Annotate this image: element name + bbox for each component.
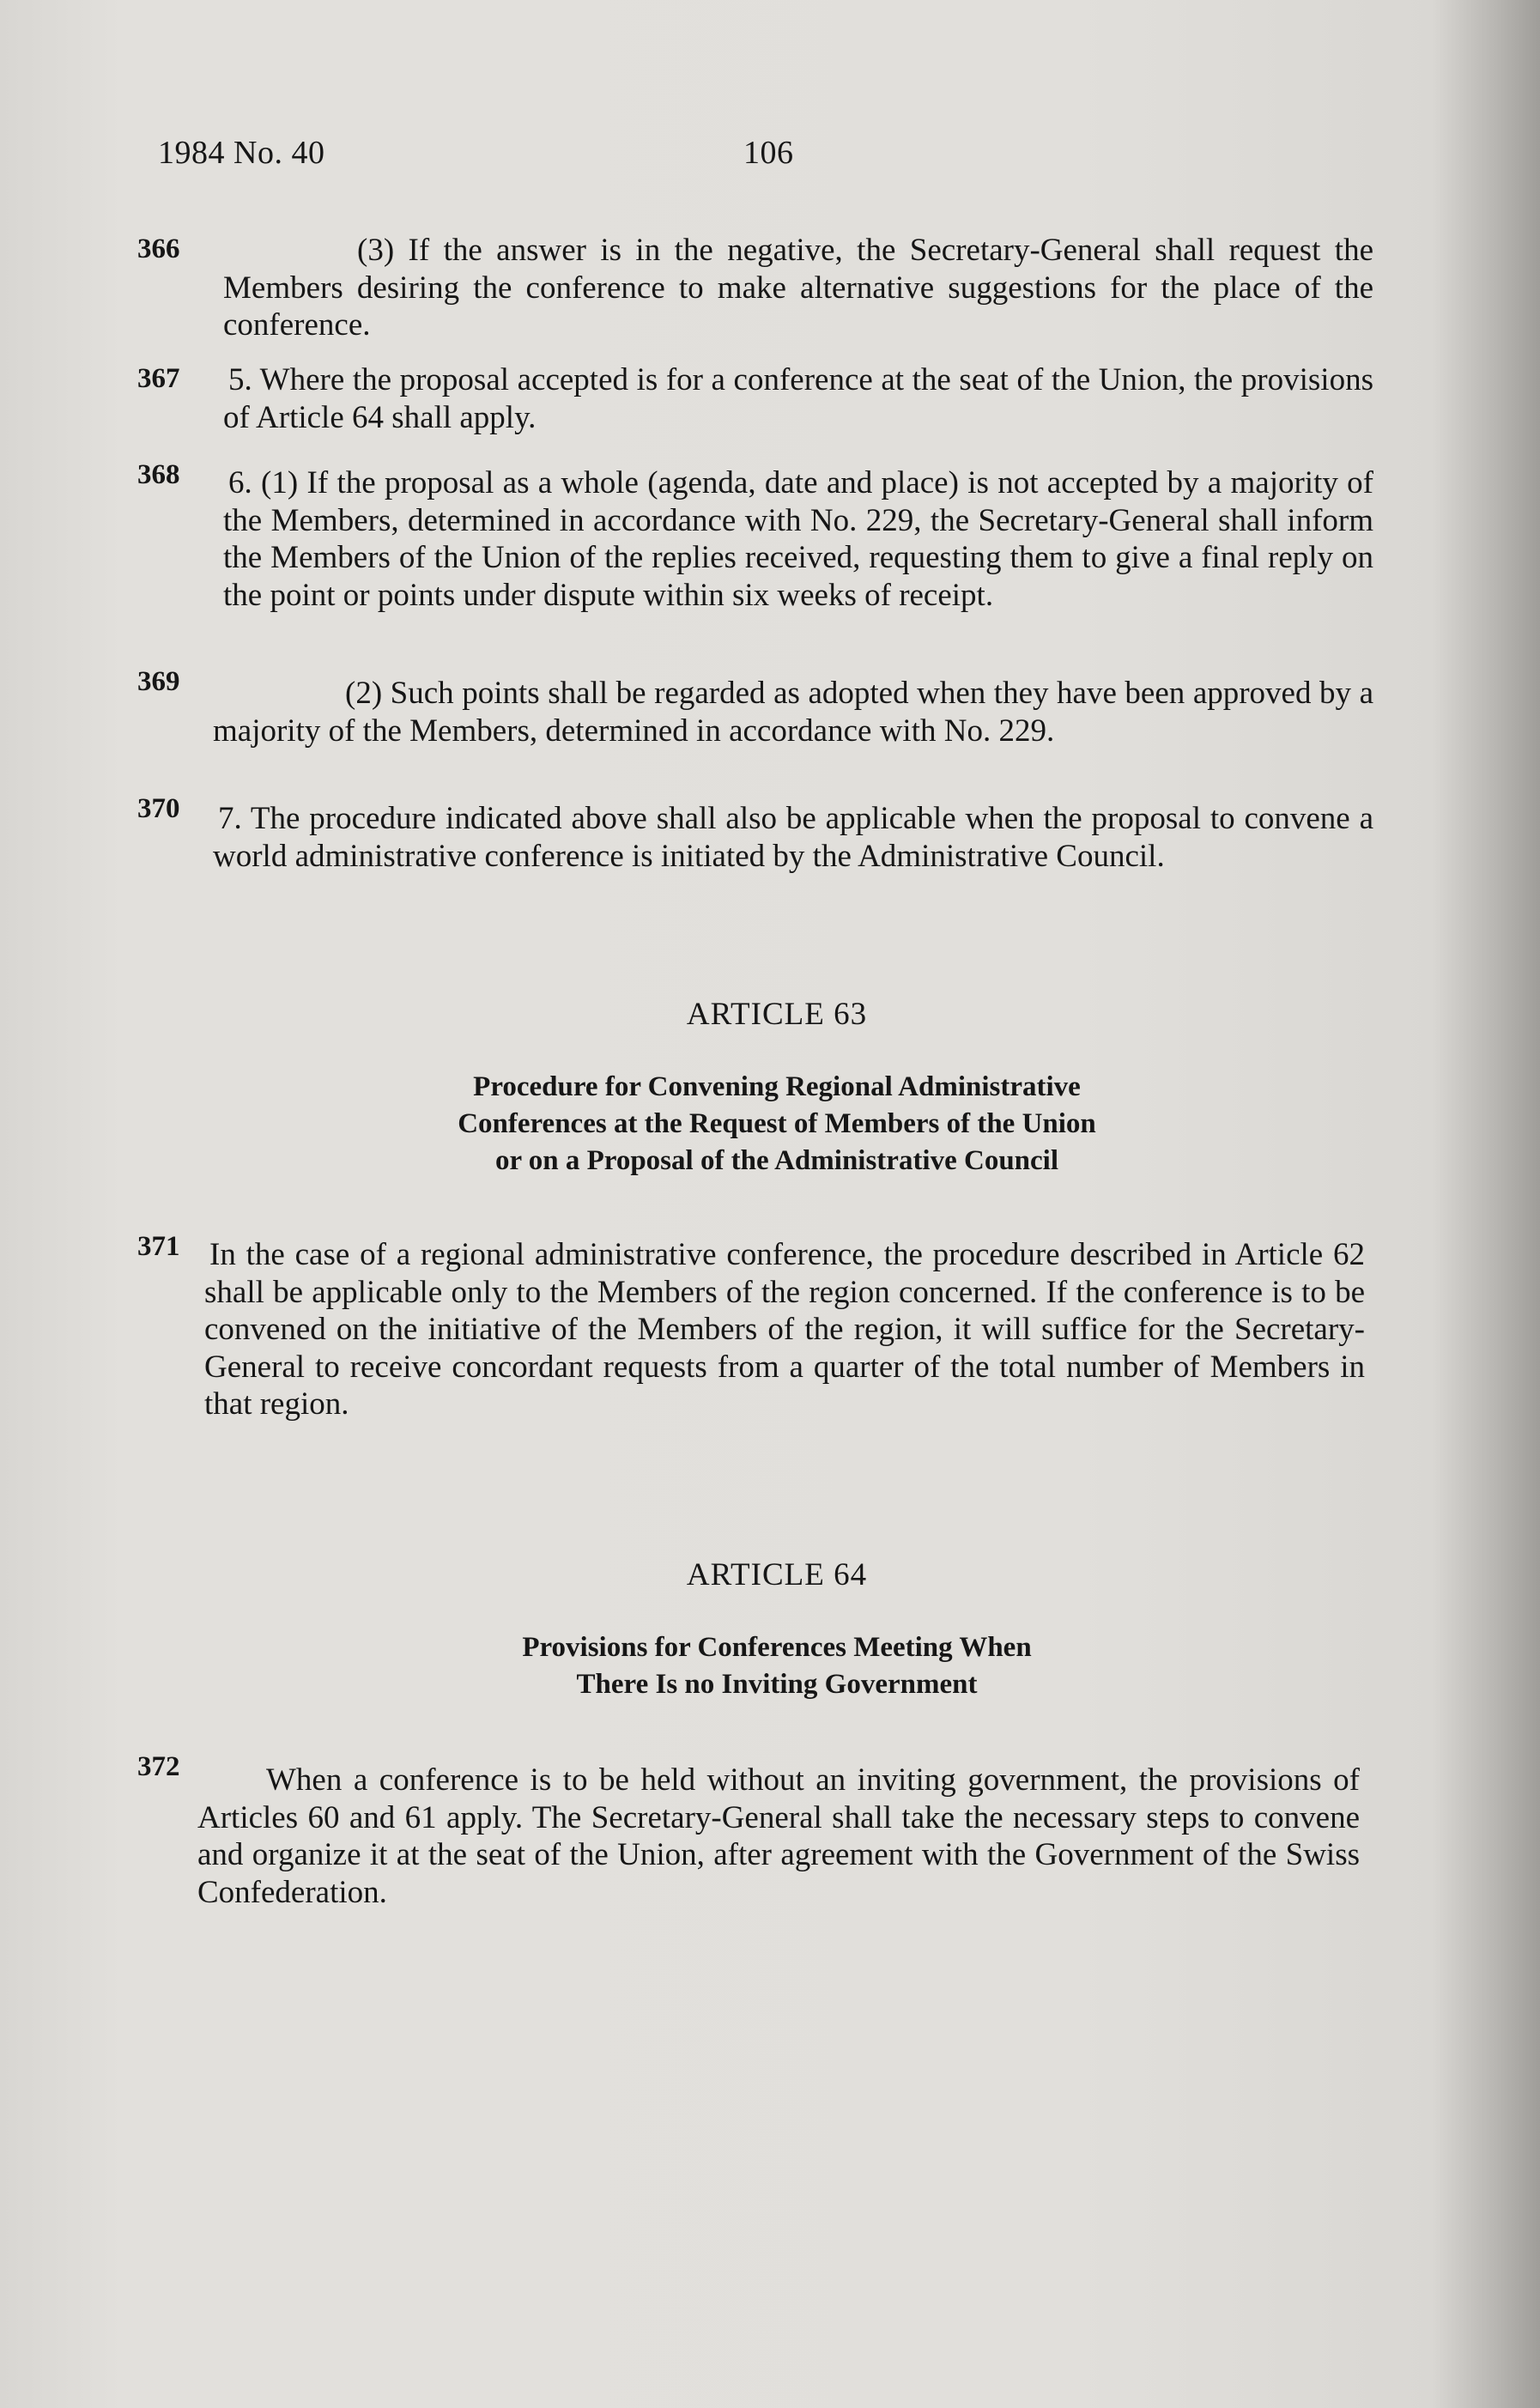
paragraph-number: 367 [137, 363, 180, 394]
paragraph-text: 5. Where the proposal accepted is for a conference at the seat of the Union, the provisions of Article 64 shall apply. [223, 362, 1373, 435]
title-line: or on a Proposal of the Administrative Council [494, 1145, 1059, 1176]
paragraph-number: 369 [137, 666, 180, 697]
paragraph-number: 371 [137, 1231, 180, 1262]
paragraph-366 [137, 232, 1373, 345]
paragraph-number: 368 [137, 459, 180, 490]
page-number: 106 [743, 135, 794, 171]
paragraph-number: 372 [137, 1751, 180, 1782]
paragraph-text: When a conference is to be held without an inviting government, the provisions of Articles 60 and 61 apply. The Secretary-General shall take the necessary steps to convene and organize it at the seat of the Union, after agreement with the Government of the Swiss Confederation. [197, 1762, 1360, 1910]
paragraph-text: (3) If the answer is in the negative, the Secretary-General shall request the Members desiring the conference to make alternative suggestions for the place of the conference. [223, 233, 1373, 343]
paragraph-367 [137, 361, 1373, 439]
paragraph-number: 370 [137, 793, 180, 824]
paragraph-372 [137, 1751, 1373, 1914]
article-64-title [0, 1629, 1540, 1703]
article-63-heading: ARTICLE 63 [686, 997, 868, 1032]
title-line: Conferences at the Request of Members of the Union [458, 1108, 1096, 1139]
paragraph-number: 366 [137, 234, 180, 264]
paragraph-370 [137, 793, 1373, 907]
page-header [158, 134, 794, 172]
paragraph-text: 6. (1) If the proposal as a whole (agenda, date and place) is not accepted by a majority of the Members, determined in accordance with No. 229, the Secretary-General shall inform the Members of the Union of the replies received, requesting them to give a final reply on the point or points under dispute within six weeks of receipt. [223, 465, 1373, 613]
header-year-number: 1984 No. 40 [158, 135, 325, 171]
paragraph-369 [137, 666, 1373, 778]
paragraph-text: In the case of a regional administrative conference, the procedure described in Article 62 shall be applicable only to the Members of the region concerned. If the conference is to be convened on the initiative of the Members of the region, it will suffice for the Secretary-General to receive concordant requests from a quarter of the total number of Members in that region. [204, 1237, 1365, 1422]
title-line: Provisions for Conferences Meeting When [522, 1632, 1032, 1663]
title-line: There Is no Inviting Government [576, 1669, 978, 1700]
article-64-heading: ARTICLE 64 [686, 1557, 868, 1592]
paragraph-text: (2) Such points shall be regarded as adopted when they have been approved by a majority of the Members, determined in accordance with No. 229. [213, 676, 1373, 749]
article-63-title [0, 1069, 1540, 1180]
paragraph-368 [137, 459, 1373, 648]
title-line: Procedure for Convening Regional Administrative [473, 1071, 1081, 1102]
paragraph-371 [137, 1231, 1373, 1471]
paragraph-text: 7. The procedure indicated above shall also be applicable when the proposal to convene a world administrative conference is initiated by the Administrative Council. [213, 801, 1373, 874]
